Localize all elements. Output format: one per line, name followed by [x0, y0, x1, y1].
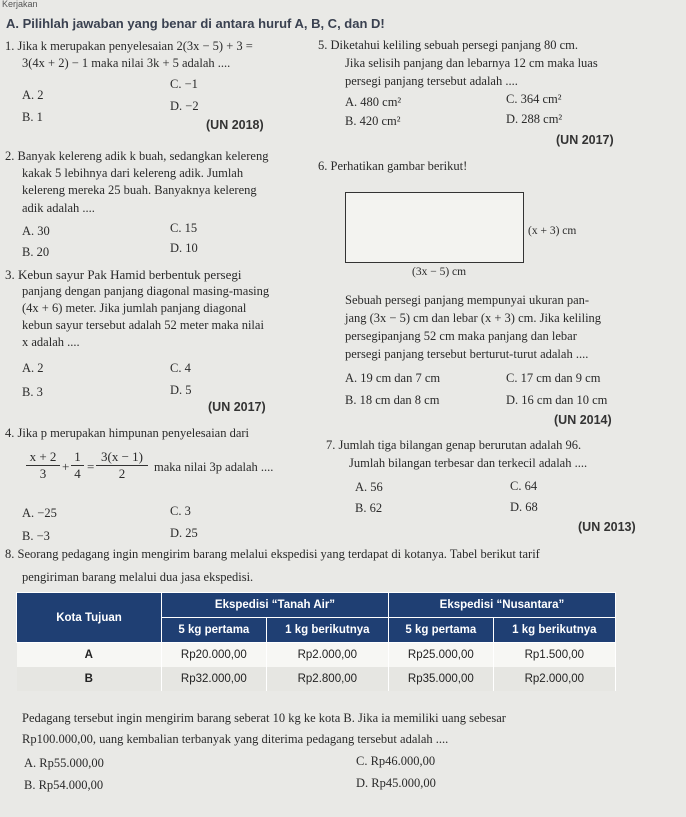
q3-line-1: 3. Kebun sayur Pak Hamid berbentuk persegi [5, 267, 242, 282]
q6-line-3: jang (3x − 5) cm dan lebar (x + 3) cm. Jika keliling [345, 311, 602, 325]
q4-fraction-3-denominator: 2 [118, 465, 126, 481]
q4-fraction-1-numerator: x + 2 [26, 449, 60, 466]
table-cell: Rp2.000,00 [493, 667, 615, 691]
q5-line-2: Jika selisih panjang dan lebarnya 12 cm maka luas [345, 56, 598, 70]
table-cell: Rp35.000,00 [388, 667, 493, 691]
q1-line-2: 3(4x + 2) − 1 maka nilai 3k + 5 adalah .... [22, 56, 231, 70]
q5-option-c[interactable]: C. 364 cm² [506, 92, 562, 106]
q3-source: (UN 2017) [208, 400, 266, 414]
figure-width-label: (3x − 5) cm [412, 266, 467, 278]
q4-fraction-1-denominator: 3 [39, 465, 47, 481]
q7-source: (UN 2013) [578, 520, 636, 534]
q4-fraction-2-numerator: 1 [71, 449, 84, 466]
q6-option-c[interactable]: C. 17 cm dan 9 cm [506, 371, 601, 385]
q4-option-d[interactable]: D. 25 [170, 526, 198, 540]
table-row [17, 643, 616, 668]
group-header-tanah-air: Ekspedisi “Tanah Air” [162, 593, 389, 618]
q6-line-4: persegipanjang 52 cm maka panjang dan lebar [345, 329, 577, 343]
q3-line-5: x adalah .... [22, 335, 80, 349]
q6-option-d[interactable]: D. 16 cm dan 10 cm [506, 393, 608, 407]
col-header-city: Kota Tujuan [17, 593, 162, 643]
q6-source: (UN 2014) [554, 413, 612, 427]
table-cell: Rp1.500,00 [493, 643, 615, 668]
q8-option-c[interactable]: C. Rp46.000,00 [356, 754, 436, 768]
row-city: B [17, 667, 162, 691]
q4-fraction-3-numerator: 3(x − 1) [96, 449, 148, 466]
q3-option-a[interactable]: A. 2 [22, 361, 44, 375]
table-cell: Rp2.800,00 [266, 667, 388, 691]
q5-option-b[interactable]: B. 420 cm² [345, 114, 401, 128]
q1-line-1: 1. Jika k merupakan penyelesaian 2(3x − 5) + 3 = [5, 39, 253, 53]
q4-fraction-2-denominator: 4 [74, 465, 81, 481]
q2-line-2: kakak 5 lebihnya dari kelereng adik. Jumlah [22, 166, 244, 180]
q8-line-2: pengiriman barang melalui dua jasa ekspedisi. [22, 570, 254, 584]
q3-option-d[interactable]: D. 5 [170, 383, 192, 397]
q3-line-4: kebun sayur tersebut adalah 52 meter maka nilai [22, 318, 264, 332]
figure-height-label: (x + 3) cm [528, 225, 577, 237]
table-row [17, 667, 616, 691]
q2-option-d[interactable]: D. 10 [170, 241, 198, 255]
q1-option-b[interactable]: B. 1 [22, 110, 43, 124]
section-instruction: A. Pilihlah jawaban yang benar di antara huruf A, B, C, dan D! [6, 16, 385, 31]
subheader-nusantara-first-5kg: 5 kg pertama [388, 618, 493, 643]
q8-option-a[interactable]: A. Rp55.000,00 [24, 756, 104, 770]
table-cell: Rp20.000,00 [162, 643, 267, 668]
q8-after-line-2: Rp100.000,00, uang kembalian terbanyak yang diterima pedagang tersebut adalah .... [22, 732, 449, 746]
subheader-tanah-air-next-kg: 1 kg berikutnya [266, 618, 388, 643]
q4-plus-sign: + [62, 459, 70, 474]
q4-option-b[interactable]: B. −3 [22, 529, 50, 543]
q6-option-b[interactable]: B. 18 cm dan 8 cm [345, 393, 440, 407]
q5-option-a[interactable]: A. 480 cm² [345, 95, 402, 109]
table-cell: Rp2.000,00 [266, 643, 388, 668]
q7-line-1: 7. Jumlah tiga bilangan genap berurutan adalah 96. [326, 438, 582, 452]
row-city: A [17, 643, 162, 668]
q6-line-5: persegi panjang tersebut berturut-turut adalah .... [345, 347, 589, 361]
table-cell: Rp25.000,00 [388, 643, 493, 668]
rectangle-figure [345, 192, 524, 263]
q7-option-d[interactable]: D. 68 [510, 500, 538, 514]
q1-option-a[interactable]: A. 2 [22, 88, 44, 102]
q7-option-a[interactable]: A. 56 [355, 480, 383, 494]
q2-option-a[interactable]: A. 30 [22, 224, 50, 238]
q5-line-1: 5. Diketahui keliling sebuah persegi panjang 80 cm. [318, 38, 579, 52]
q4-fraction-1 [26, 449, 60, 482]
q8-after-line-1: Pedagang tersebut ingin mengirim barang seberat 10 kg ke kota B. Jika ia memiliki uang sebesar [22, 711, 506, 725]
q4-option-a[interactable]: A. −25 [22, 506, 57, 520]
q4-equals-sign: = [87, 459, 95, 474]
tariff-table [16, 592, 616, 691]
q4-line-1: 4. Jika p merupakan himpunan penyelesaian dari [5, 426, 250, 440]
q7-option-c[interactable]: C. 64 [510, 479, 538, 493]
q4-tail: maka nilai 3p adalah .... [154, 460, 274, 474]
q4-fraction-3 [96, 449, 148, 482]
q5-option-d[interactable]: D. 288 cm² [506, 112, 563, 126]
q5-line-3: persegi panjang tersebut adalah .... [345, 74, 518, 88]
q1-option-d[interactable]: D. −2 [170, 99, 199, 113]
q8-option-b[interactable]: B. Rp54.000,00 [24, 778, 104, 792]
q1-source: (UN 2018) [206, 118, 264, 132]
q1-option-c[interactable]: C. −1 [170, 77, 198, 91]
table-cell: Rp32.000,00 [162, 667, 267, 691]
q2-line-1: 2. Banyak kelereng adik k buah, sedangkan kelereng [5, 149, 269, 163]
q2-line-3: kelereng mereka 25 buah. Banyaknya kelereng [22, 183, 257, 197]
q6-line-1: 6. Perhatikan gambar berikut! [318, 159, 468, 173]
q6-option-a[interactable]: A. 19 cm dan 7 cm [345, 371, 441, 385]
q7-option-b[interactable]: B. 62 [355, 501, 383, 515]
q4-option-c[interactable]: C. 3 [170, 504, 191, 518]
q8-line-1: 8. Seorang pedagang ingin mengirim barang melalui ekspedisi yang terdapat di kotanya. Tabel berikut tarif [5, 547, 540, 561]
group-header-nusantara: Ekspedisi “Nusantara” [388, 593, 615, 618]
q2-option-c[interactable]: C. 15 [170, 221, 198, 235]
q4-fraction-2 [71, 449, 84, 482]
q3-option-b[interactable]: B. 3 [22, 385, 43, 399]
q3-option-c[interactable]: C. 4 [170, 361, 191, 375]
q2-line-4: adik adalah .... [22, 201, 95, 215]
q5-source: (UN 2017) [556, 133, 614, 147]
q2-option-b[interactable]: B. 20 [22, 245, 50, 259]
q6-line-2: Sebuah persegi panjang mempunyai ukuran pan- [345, 293, 590, 307]
q3-line-3: (4x + 6) meter. Jika jumlah panjang diagonal [22, 301, 247, 315]
q8-option-d[interactable]: D. Rp45.000,00 [356, 776, 436, 790]
crop-label: Kerjakan [2, 0, 38, 9]
q7-line-2: Jumlah bilangan terbesar dan terkecil adalah .... [349, 456, 588, 470]
subheader-tanah-air-first-5kg: 5 kg pertama [162, 618, 267, 643]
q3-line-2: panjang dengan panjang diagonal masing-masing [22, 284, 270, 298]
subheader-nusantara-next-kg: 1 kg berikutnya [493, 618, 615, 643]
